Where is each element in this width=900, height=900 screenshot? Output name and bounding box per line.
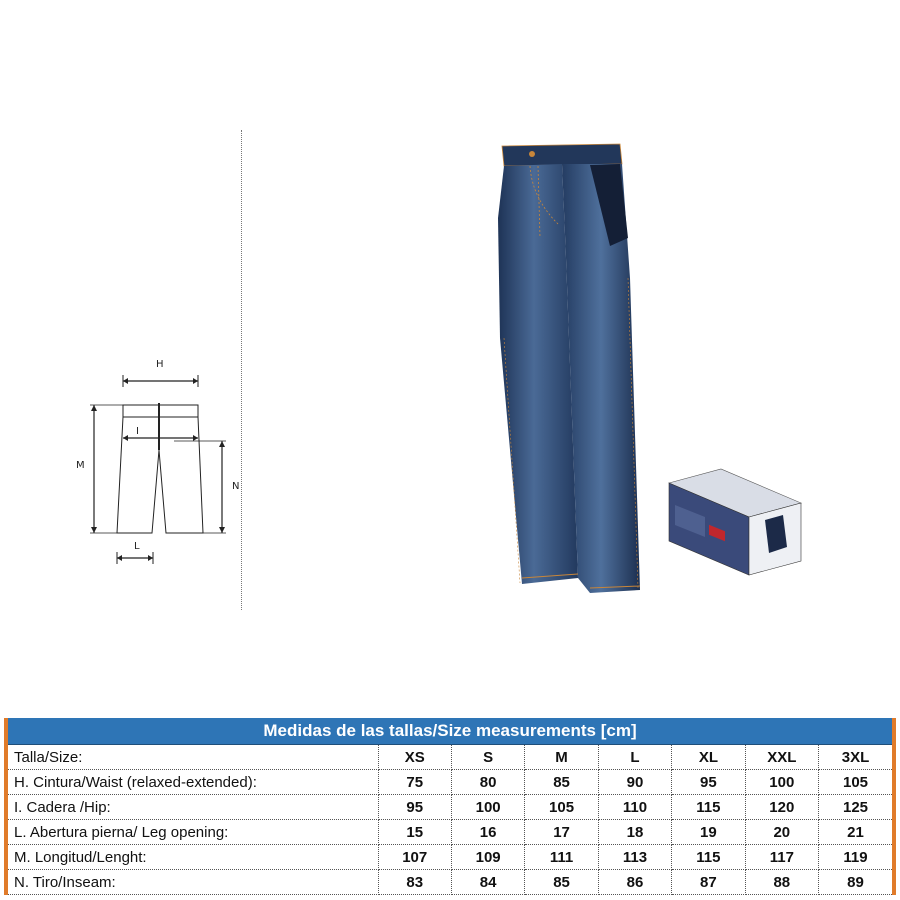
- measurement-row-inseam: [8, 870, 892, 895]
- row-label: I. Cadera /Hip:: [8, 795, 378, 820]
- size-table-container: [4, 718, 896, 895]
- table-cell: 84: [451, 870, 524, 895]
- table-cell: 18: [598, 820, 671, 845]
- size-header-label: Talla/Size:: [8, 745, 378, 770]
- size-header-cell: M: [525, 745, 598, 770]
- table-cell: 80: [451, 770, 524, 795]
- table-cell: 105: [525, 795, 598, 820]
- size-header-row: [8, 745, 892, 770]
- table-cell: 85: [525, 870, 598, 895]
- size-header-cell: XXL: [745, 745, 818, 770]
- table-cell: 85: [525, 770, 598, 795]
- table-cell: 107: [378, 845, 451, 870]
- table-cell: 15: [378, 820, 451, 845]
- table-cell: 90: [598, 770, 671, 795]
- row-label: N. Tiro/Inseam:: [8, 870, 378, 895]
- measurement-row-length: [8, 845, 892, 870]
- jeans-product-image: [470, 138, 660, 598]
- table-cell: 95: [672, 770, 745, 795]
- table-cell: 110: [598, 795, 671, 820]
- table-cell: 19: [672, 820, 745, 845]
- table-cell: 111: [525, 845, 598, 870]
- size-header-cell: S: [451, 745, 524, 770]
- table-cell: 115: [672, 845, 745, 870]
- table-cell: 95: [378, 795, 451, 820]
- table-cell: 16: [451, 820, 524, 845]
- table-cell: 119: [819, 845, 892, 870]
- table-cell: 87: [672, 870, 745, 895]
- product-packaging-box: [665, 465, 805, 580]
- size-table: [8, 718, 892, 895]
- label-n: N: [232, 481, 240, 492]
- vertical-divider: [241, 130, 242, 610]
- table-cell: 120: [745, 795, 818, 820]
- trouser-measurement-diagram: [70, 345, 260, 575]
- row-label: L. Abertura pierna/ Leg opening:: [8, 820, 378, 845]
- table-cell: 100: [451, 795, 524, 820]
- table-cell: 115: [672, 795, 745, 820]
- size-header-cell: XL: [672, 745, 745, 770]
- table-cell: 86: [598, 870, 671, 895]
- table-cell: 125: [819, 795, 892, 820]
- table-cell: 100: [745, 770, 818, 795]
- jeans-waistband: [502, 144, 622, 166]
- h-arrow-left-head: [123, 378, 128, 384]
- label-m: M: [76, 460, 85, 471]
- table-cell: 88: [745, 870, 818, 895]
- h-arrow-right-head: [193, 378, 198, 384]
- size-header-cell: L: [598, 745, 671, 770]
- table-cell: 109: [451, 845, 524, 870]
- measurement-row-leg-opening: [8, 820, 892, 845]
- row-label: M. Longitud/Lenght:: [8, 845, 378, 870]
- measurement-row-hip: [8, 795, 892, 820]
- table-cell: 20: [745, 820, 818, 845]
- table-cell: 83: [378, 870, 451, 895]
- size-header-cell: 3XL: [819, 745, 892, 770]
- table-cell: 75: [378, 770, 451, 795]
- jeans-button: [529, 151, 535, 157]
- table-cell: 117: [745, 845, 818, 870]
- measurement-row-waist: [8, 770, 892, 795]
- row-label: H. Cintura/Waist (relaxed-extended):: [8, 770, 378, 795]
- label-h: H: [156, 359, 164, 370]
- table-cell: 105: [819, 770, 892, 795]
- waistband: [123, 405, 198, 417]
- table-cell: 89: [819, 870, 892, 895]
- size-table-title: Medidas de las tallas/Size measurements [cm]: [8, 718, 892, 745]
- label-l: L: [134, 541, 140, 552]
- table-cell: 17: [525, 820, 598, 845]
- size-header-cell: XS: [378, 745, 451, 770]
- label-i: I: [136, 426, 139, 437]
- table-cell: 21: [819, 820, 892, 845]
- table-cell: 113: [598, 845, 671, 870]
